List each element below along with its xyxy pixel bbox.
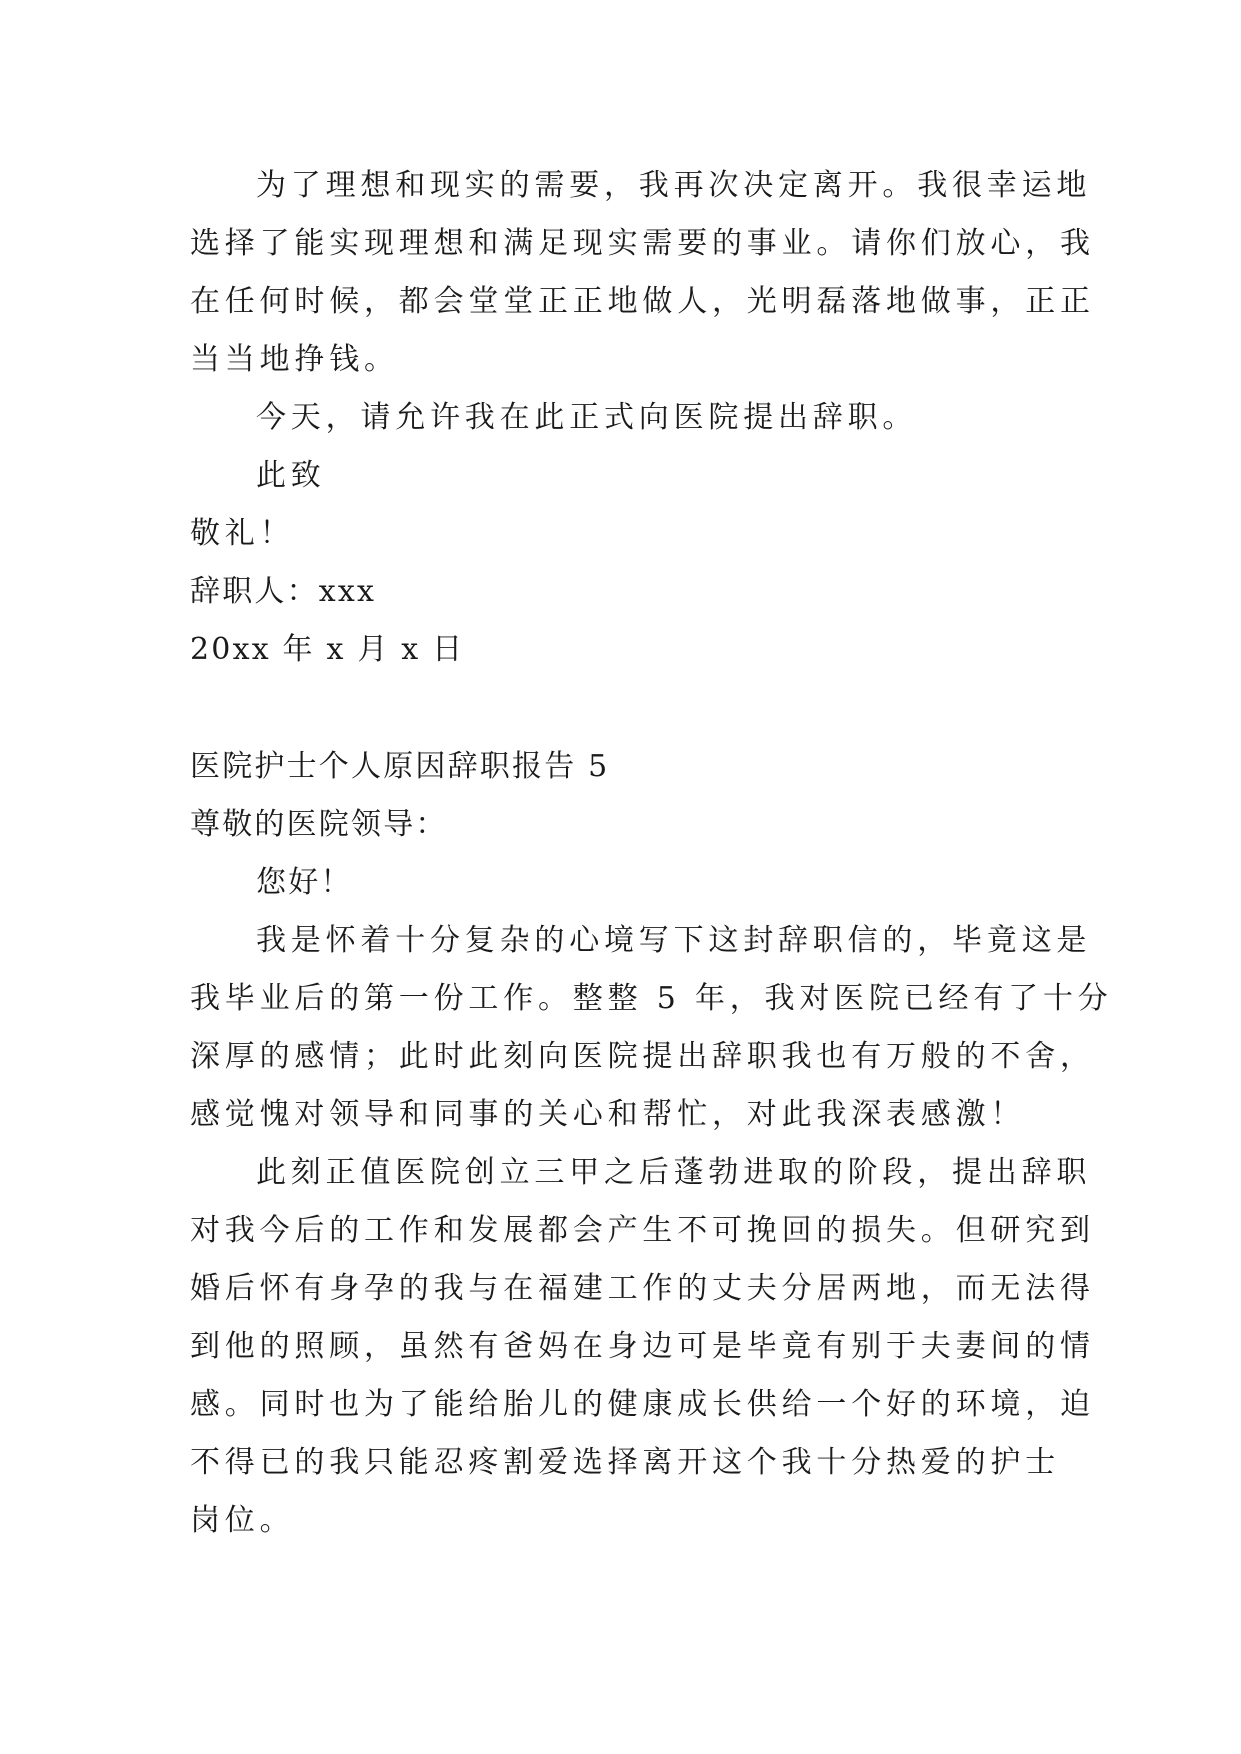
salutation-line: 尊敬的医院领导： — [190, 807, 448, 842]
paragraph-line: 在任何时候，都会堂堂正正地做人，光明磊落地做事，正正 — [190, 284, 1095, 319]
paragraph-line: 今天，请允许我在此正式向医院提出辞职。 — [256, 400, 918, 435]
greeting-line: 您好！ — [256, 865, 353, 900]
paragraph-line: 感觉愧对领导和同事的关心和帮忙，对此我深表感激！ — [190, 1097, 1026, 1132]
paragraph-line: 岗位。 — [190, 1503, 295, 1538]
closing-line: 敬礼！ — [190, 516, 295, 551]
closing-line: 此致 — [256, 458, 326, 493]
paragraph-line: 我是怀着十分复杂的心境写下这封辞职信的，毕竟这是 — [256, 923, 1092, 958]
paragraph-line: 为了理想和现实的需要，我再次决定离开。我很幸运地 — [256, 168, 1092, 203]
signer-line: 辞职人：xxx — [190, 574, 377, 609]
paragraph-line: 婚后怀有身孕的我与在福建工作的丈夫分居两地，而无法得 — [190, 1271, 1095, 1306]
paragraph-line: 选择了能实现理想和满足现实需要的事业。请你们放心，我 — [190, 226, 1095, 261]
paragraph-line: 对我今后的工作和发展都会产生不可挽回的损失。但研究到 — [190, 1213, 1095, 1248]
paragraph-line: 此刻正值医院创立三甲之后蓬勃进取的阶段，提出辞职 — [256, 1155, 1092, 1190]
paragraph-line: 到他的照顾，虽然有爸妈在身边可是毕竟有别于夫妻间的情 — [190, 1329, 1095, 1364]
paragraph-line: 我毕业后的第一份工作。整整 5 年，我对医院已经有了十分 — [190, 981, 1113, 1016]
paragraph-line: 感。同时也为了能给胎儿的健康成长供给一个好的环境，迫 — [190, 1387, 1095, 1422]
section-title: 医院护士个人原因辞职报告 5 — [190, 749, 610, 784]
paragraph-line: 不得已的我只能忍疼割爱选择离开这个我十分热爱的护士 — [190, 1445, 1060, 1480]
paragraph-line: 当当地挣钱。 — [190, 342, 399, 377]
paragraph-line: 深厚的感情；此时此刻向医院提出辞职我也有万般的不舍， — [190, 1039, 1095, 1074]
date-line: 20xx 年 x 月 x 日 — [190, 632, 465, 667]
